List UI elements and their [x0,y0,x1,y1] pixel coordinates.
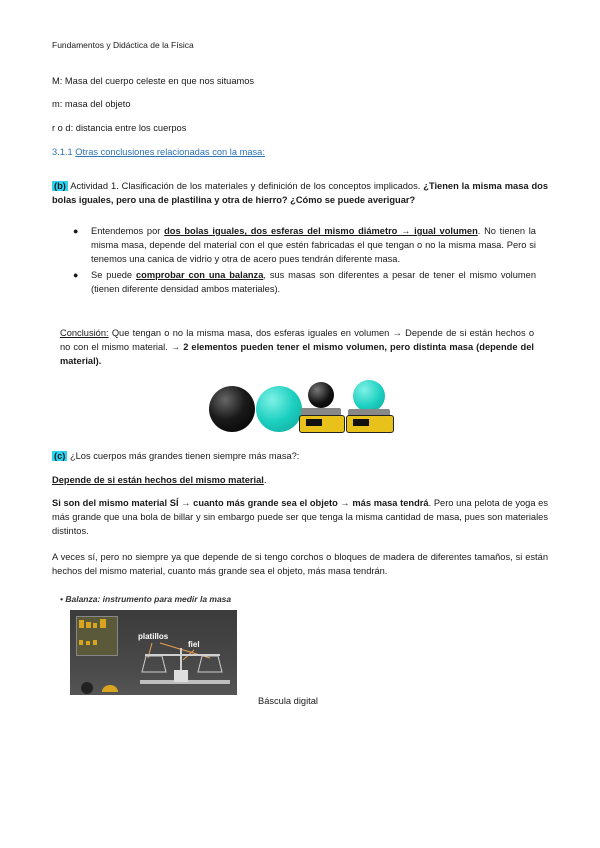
definition-M: M: Masa del cuerpo celeste en que nos situamos [52,76,255,86]
balance-caption: • Balanza: instrumento para medir la masa [60,594,232,604]
definition-m: m: masa del objeto [52,99,131,109]
list-item: ● Se puede comprobar con una balanza, sus masas son diferentes a pesar de tener el mismo volumen (tienen diferente densidad ambos materiales). [73,270,537,294]
bullet-dot-icon: ● [73,226,79,236]
bullet-list [73,224,537,296]
activity-text: Actividad 1. Clasificación de los materiales y definición de los conceptos implicados. [67,181,424,191]
label-needle: fiel [188,640,200,649]
balance-image [70,610,237,695]
activity-paragraph [52,179,548,207]
question-c-tag: (c) [54,451,66,461]
paragraph-2: A veces sí, pero no siempre ya que depende de si tengo corchos o bloques de madera de diferentes tamaños, si están hechos del mismo material, cuanto más grande sea el objeto, más masa tendrán. [52,552,548,576]
section-title: Otras conclusiones relacionadas con la masa: [75,147,265,157]
bullet-emphasis: dos bolas iguales, dos esferas del mismo diámetro → igual volumen [164,226,478,236]
question-c: (c) ¿Los cuerpos más grandes tienen siempre más masa?: [54,451,300,461]
conclusion-bold: 2 elementos pueden tener el mismo volumen, pero distinta masa (depende del material). [60,342,534,366]
section-heading[interactable] [52,145,265,159]
activity-question: ¿Tienen la misma masa dos bolas iguales, pero una de plastilina y otra de hierro? ¿Cómo se puede averiguar? [52,181,548,205]
teal-sphere-on-scale [353,380,385,412]
activity-tag: (b) [54,181,66,191]
spheres-illustration [205,378,395,440]
black-sphere [209,386,255,432]
conclusion-label: Conclusión: [60,328,109,338]
label-plates: platillos [138,632,169,641]
paragraph-1: Si son del mismo material SÍ → cuanto más grande sea el objeto → más masa tendrá. Pero una pelota de yoga es más grande que una bola de billar y sin embargo puede ser que tenga la misma cantidad de masa, pues son materiales distintos. [52,498,548,536]
conclusion-paragraph: Conclusión: Que tengan o no la misma masa, dos esferas iguales en volumen → Depende de si están hechos o no con el mismo material. → 2 elementos pueden tener el mismo volumen, pero distinta masa (depende del material). [60,328,534,366]
bullet-emphasis: comprobar con una balanza [136,270,264,280]
list-item: ● Entendemos por dos bolas iguales, dos esferas del mismo diámetro → igual volumen. No tienen la misma masa, depende del material con el que estén fabricadas el que tengan o no la misma masa. Pero si tenemos una canica de vidrio y otra de acero pues tendrán diferente masa. [73,226,536,264]
bullet-dot-icon: ● [73,270,79,280]
balance-drawing [70,610,237,695]
definition-r: r o d: distancia entre los cuerpos [52,123,187,133]
black-sphere-on-scale [308,382,334,408]
answer-heading: Depende de si están hechos del mismo material. [52,475,267,485]
digital-scale-caption: Báscula digital [258,696,318,706]
section-number: 3.1.1 [52,147,73,157]
page-header: Fundamentos y Didáctica de la Física [52,40,194,50]
teal-sphere [256,386,302,432]
